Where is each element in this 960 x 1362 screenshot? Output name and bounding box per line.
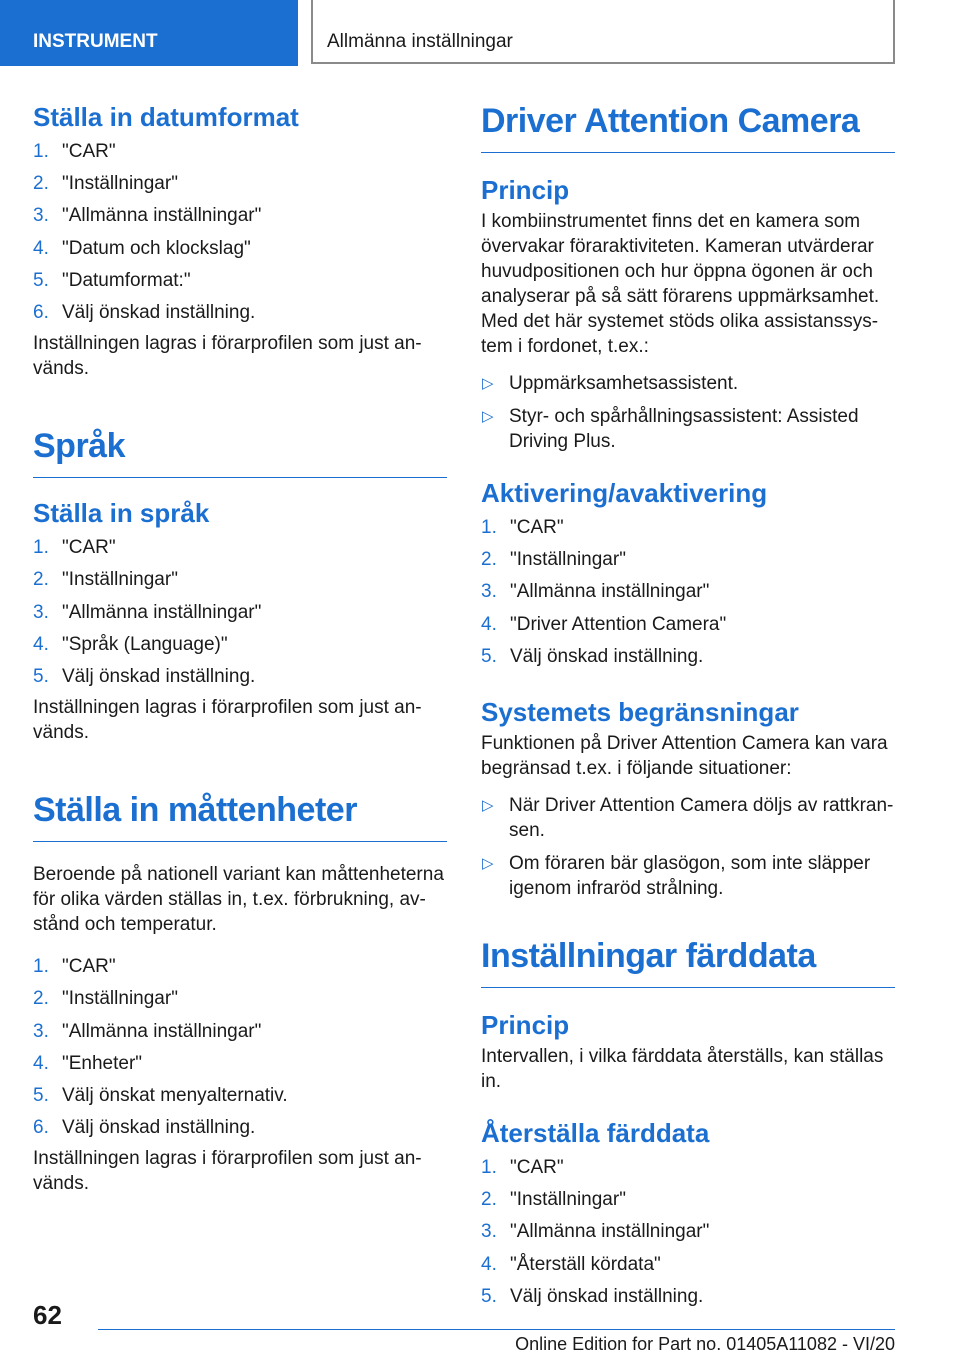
camera-princip-title: Princip [481, 175, 570, 205]
mattenheter-note: Inställningen lagras i förarprofilen som just an-vänds. [33, 1148, 422, 1195]
list-item: 5. Välj önskad inställning. [481, 1285, 704, 1307]
list-item: 5. Välj önskad inställning. [33, 666, 256, 688]
list-item: 5. Välj önskad inställning. [481, 645, 704, 667]
list-item: 2. "Inställningar" [481, 549, 626, 571]
activation-steps [481, 512, 895, 673]
list-item: 4. "Driver Attention Camera" [481, 613, 727, 635]
list-item: 4. "Språk (Language)" [33, 633, 228, 655]
list-item: 3. "Allmänna inställningar" [481, 1221, 710, 1243]
limits-title: Systemets begränsningar [481, 697, 799, 728]
mattenheter-heading: Ställa in måttenheter [33, 789, 447, 842]
left-column [33, 100, 447, 1196]
activation-title: Aktivering/avaktivering [481, 478, 768, 508]
sprak-steps [33, 532, 447, 693]
limits-bullets [481, 793, 895, 901]
limits-text: Funktionen på Driver Attention Camera kan vara begränsad t.ex. i följande situationer: [481, 733, 888, 780]
list-item: 4. "Enheter" [33, 1052, 143, 1074]
list-item: 2. "Inställningar" [33, 173, 178, 195]
list-item: 2. "Inställningar" [33, 569, 178, 591]
list-item: 1. "CAR" [33, 537, 116, 559]
page-header [0, 0, 960, 66]
list-item: 1. "CAR" [481, 517, 564, 538]
list-item: 1. "CAR" [481, 1157, 564, 1179]
list-item: ▷ Uppmärksamhetsassistent. [482, 373, 739, 394]
footer-divider [98, 1329, 895, 1330]
reset-steps [481, 1152, 895, 1313]
mattenheter-steps [33, 951, 447, 1144]
datumformat-title: Ställa in datumformat [33, 102, 299, 132]
list-item: 3. "Allmänna inställningar" [481, 581, 710, 603]
farddata-heading: Inställningar färddata [481, 935, 895, 988]
list-item: 4. "Återställ kördata" [481, 1253, 661, 1275]
datumformat-note: Inställningen lagras i förarprofilen som just an-vänds. [33, 333, 422, 380]
sprak-note: Inställningen lagras i förarprofilen som just an-vänds. [33, 697, 422, 744]
sprak-heading: Språk [33, 425, 447, 478]
footer-edition: Online Edition for Part no. 01405A11082 - VI/20 [515, 1334, 895, 1354]
list-item: 3. "Allmänna inställningar" [33, 601, 262, 623]
list-item: 6. Välj önskad inställning. [33, 1117, 256, 1139]
right-column [481, 100, 895, 1313]
chapter-tab: INSTRUMENT [0, 0, 298, 66]
triangle-bullet-icon: ▷ [482, 408, 494, 425]
camera-bullets [481, 371, 895, 454]
farddata-princip-title: Princip [481, 1010, 570, 1041]
list-item: ▷ När Driver Attention Camera döljs av rattkran-sen. [482, 795, 894, 842]
reset-title: Återställa färddata [481, 1118, 710, 1149]
triangle-bullet-icon: ▷ [482, 375, 494, 392]
mattenheter-intro: Beroende på nationell variant kan måttenheterna för olika värden ställas in, t.ex. förbrukning, av-stånd och temperatur. [33, 864, 444, 936]
page-number: 62 [33, 1300, 62, 1330]
camera-princip-text: I kombiinstrumentet finns det en kamera som övervakar föraraktiviteten. Kameran utvärderar huvudpositionen och hur öppna ögonen är och analyserar på så sätt förarens uppmärksamhet. Med det här systemet stöds olika assistanssys-tem i fordonet, t.ex.: [481, 211, 880, 357]
list-item: 2. "Inställningar" [33, 988, 178, 1010]
triangle-bullet-icon: ▷ [482, 855, 494, 873]
sprak-title: Ställa in språk [33, 498, 210, 529]
list-item: 3. "Allmänna inställningar" [33, 205, 262, 227]
list-item: 6. Välj önskad inställning. [33, 302, 256, 324]
datumformat-steps [33, 136, 447, 329]
list-item: 1. "CAR" [33, 141, 116, 162]
camera-heading: Driver Attention Camera [481, 100, 895, 153]
list-item: 2. "Inställningar" [481, 1189, 626, 1211]
list-item: 1. "CAR" [33, 956, 116, 978]
list-item: ▷ Styr- och spårhållningsassistent: Assisted Driving Plus. [482, 406, 859, 452]
list-item: 5. Välj önskat menyalternativ. [33, 1085, 288, 1107]
list-item: 4. "Datum och klockslag" [33, 237, 251, 259]
section-title: Allmänna inställningar [311, 0, 895, 64]
farddata-princip-text: Intervallen, i vilka färddata återställs, kan ställas in. [481, 1046, 884, 1093]
triangle-bullet-icon: ▷ [482, 797, 494, 815]
list-item: 5. "Datumformat:" [33, 269, 191, 291]
list-item: 3. "Allmänna inställningar" [33, 1020, 262, 1042]
list-item: ▷ Om föraren bär glasögon, som inte släpper igenom infraröd strålning. [482, 853, 871, 900]
